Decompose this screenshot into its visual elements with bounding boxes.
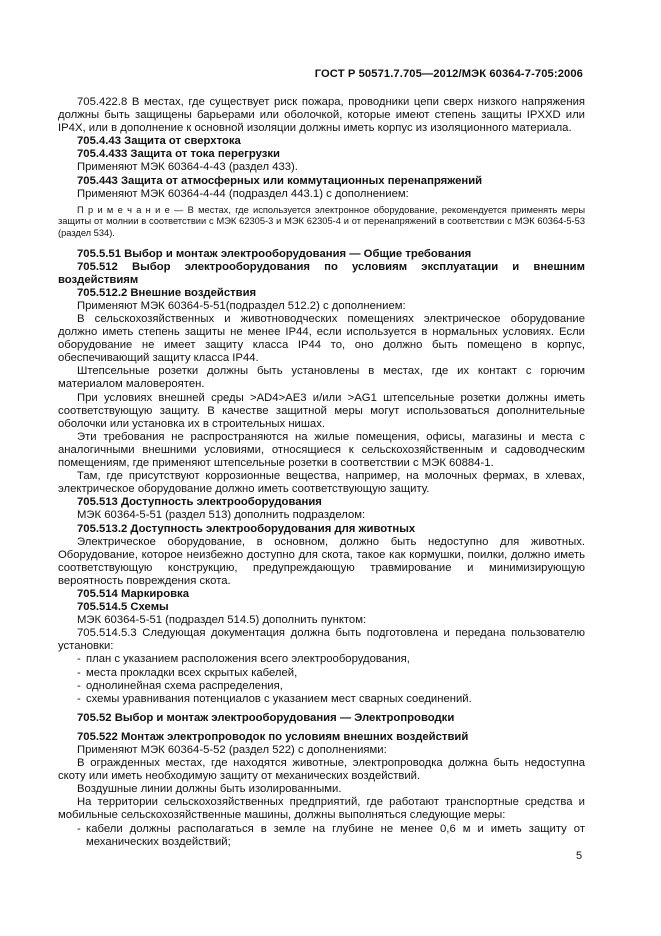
paragraph: Там, где присутствуют коррозионные вещества, например, на молочных фермах, в хлевах, электрическое оборудование должно иметь соответствующую защиту. bbox=[58, 470, 585, 496]
paragraph: Применяют МЭК 60364-5-52 (раздел 522) с дополнениями: bbox=[77, 744, 387, 756]
list-item bbox=[58, 693, 585, 706]
bullet-dash: - bbox=[77, 692, 81, 705]
paragraph: На территории сельскохозяйственных предприятий, где работают транспортные средства и мобильные сельскохозяйственные машины, должны выполняться следующие меры: bbox=[58, 796, 585, 822]
list-item-text: схемы уравнивания потенциалов с указанием мест сварных соединений. bbox=[86, 692, 472, 705]
paragraph: МЭК 60364-5-51 (раздел 513) дополнить подразделом: bbox=[77, 509, 366, 522]
document-header: ГОСТ Р 50571.7.705—2012/МЭК 60364-7-705:2006 bbox=[314, 68, 583, 80]
paragraph: В сельскохозяйственных и животноводческих помещениях электрическое оборудование должно иметь степень защиты не менее IP44, если используется в нормальных условиях. Если оборудование не имеет защиту класса IP44 то, оно должно быть помещено в корпус, обеспечивающий защиту класса IP44. bbox=[58, 313, 585, 365]
paragraph: В огражденных местах, где находятся животные, электропроводка должна быть недоступна скоту или иметь необходимую защиту от механических воздействий. bbox=[58, 757, 585, 783]
section-heading: 705.52 Выбор и монтаж электрооборудования — Электропроводки bbox=[77, 711, 455, 724]
paragraph: При условиях внешней среды >AD4>AE3 и/или >AG1 штепсельные розетки должны иметь соответствующую защиту. В качестве защитной меры могут использоваться дополнительные оболочки или установка их в строительных нишах. bbox=[58, 391, 585, 430]
paragraph: Электрическое оборудование, в основном, должно быть недоступно для животных. Оборудование, которое неизбежно доступно для скота, такое как кормушки, поилки, должно иметь соответствующую конструкцию, предупреждающую травмирование и минимизирующую вероятность повреждения скота. bbox=[58, 535, 585, 587]
bullet-dash: - bbox=[77, 666, 81, 679]
paragraph: МЭК 60364-5-51 (подраздел 514.5) дополнить пунктом: bbox=[77, 614, 367, 627]
section-heading: 705.514 Маркировка bbox=[77, 587, 189, 600]
bullet-dash: - bbox=[77, 679, 81, 692]
list-item bbox=[58, 823, 585, 849]
section-heading: 705.522 Монтаж электропроводок по условиям внешних воздействий bbox=[77, 730, 469, 743]
note: П р и м е ч а н и е — В местах, где используется электронное оборудование, рекомендуется применять меры защиты от молнии в соответствии с МЭК 62305-3 и МЭК 62305-4 и от перенапряжений в соответствии с МЭК 60364-5-53 (раздел 534). bbox=[58, 204, 585, 238]
paragraph: 705.422.8 В местах, где существует риск пожара, проводники цепи сверх низкого напряжения должны быть защищены барьерами или оболочкой, которые имеют степень защиты IPXXD или IP4X, или в дополнение к основной изоляции должны иметь корпус из изоляционного материала. bbox=[58, 96, 585, 135]
page-number: 5 bbox=[576, 850, 583, 862]
list-item-text: однолинейная схема распределения, bbox=[86, 679, 283, 692]
bullet-dash: - bbox=[77, 653, 81, 666]
section-heading: 705.512 Выбор электрооборудования по условиям эксплуатации и внешним воздействиям bbox=[58, 260, 585, 286]
paragraph: Применяют МЭК 60364-4-44 (подраздел 443.1) с дополнением: bbox=[77, 187, 409, 200]
section-heading: 705.4.433 Защита от тока перегрузки bbox=[77, 148, 280, 161]
section-heading: 705.513 Доступность электрооборудования bbox=[77, 496, 322, 509]
section-heading: 705.4.43 Защита от сверхтока bbox=[77, 135, 241, 148]
list-item-text: кабели должны располагаться в земле на глубине не менее 0,6 м и иметь защиту от механических воздействий; bbox=[86, 822, 585, 848]
list-item bbox=[58, 653, 585, 666]
section-heading: 705.512.2 Внешние воздействия bbox=[77, 286, 257, 299]
paragraph: Воздушные линии должны быть изолированными. bbox=[77, 783, 342, 796]
section-heading: 705.514.5 Схемы bbox=[77, 601, 169, 614]
list-item bbox=[58, 680, 585, 693]
bullet-dash: - bbox=[77, 822, 81, 835]
list-item-text: места прокладки всех скрытых кабелей, bbox=[86, 666, 298, 679]
paragraph: Эти требования не распространяются на жилые помещения, офисы, магазины и места с аналогичными внешними условиями, относящиеся к сельскохозяйственным и садоводческим помещениям, где применяют штепсельные розетки в соответствии с МЭК 60884-1. bbox=[58, 430, 585, 470]
paragraph: 705.514.5.3 Следующая документация должна быть подготовлена и передана пользователю установки: bbox=[58, 627, 585, 653]
list-item bbox=[58, 667, 585, 680]
section-heading: 705.513.2 Доступность электрооборудования для животных bbox=[77, 522, 416, 535]
paragraph: Применяют МЭК 60364-4-43 (раздел 433). bbox=[77, 161, 298, 174]
section-heading: 705.5.51 Выбор и монтаж электрооборудования — Общие требования bbox=[77, 247, 472, 260]
paragraph: Применяют МЭК 60364-5-51(подраздел 512.2) с дополнением: bbox=[77, 299, 406, 312]
paragraph: Штепсельные розетки должны быть установлены в местах, где их контакт с горючим материалом маловероятен. bbox=[58, 365, 585, 391]
page-content bbox=[58, 96, 585, 849]
list-item-text: план с указанием расположения всего электрооборудования, bbox=[86, 653, 410, 666]
section-heading: 705.443 Защита от атмосферных или коммутационных перенапряжений bbox=[77, 174, 483, 187]
